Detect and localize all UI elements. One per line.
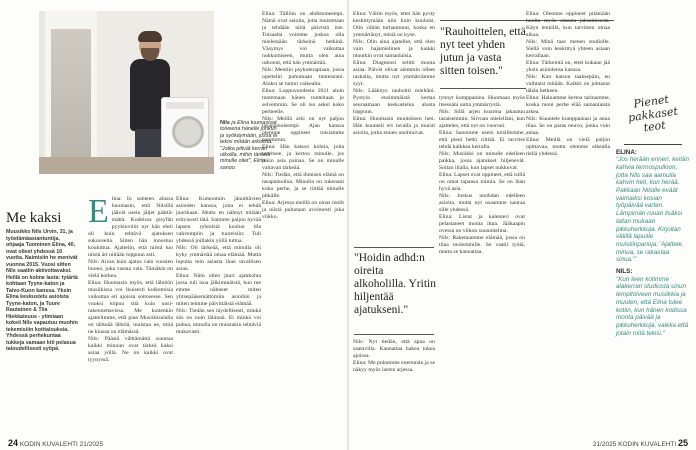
paragraph: Elina: Me puhumme enemmän ja se näkyy myös lasten arjessa. [353, 360, 435, 373]
paragraph: Nils: Mentiin psykoterapiaan, jossa opettelin puhumaan tunteistani. Aluksi se tuntui vaikealta. [262, 67, 344, 87]
paragraph: Nils: Lääkitys rauhoitti mieltäni. Pystyin ensimmäistä kertaa seuraamaan keskustelua alusta loppuun. [353, 88, 435, 115]
paragraph: Nils: Sillä arjen kuorma jakautuu tasaisemmin. Siivoan mielelläni, kun ajattelen, että nyt on vuoroni. [439, 109, 525, 129]
couple-photo [39, 11, 214, 174]
pullquote-rule-bottom [354, 334, 434, 335]
paragraph: Nils: Tiedän, että ihmisen elämä on tasapainoilua. Minulla on tukenani koko perhe, ja se riittää minulle pitkälle. [262, 172, 344, 199]
paragraph: Elina: Kumoutuin jännittävien asioiden kanssa, joita ei tehdä juurikaan. Mutta en nähnyt mitään erityisesti tätä. Saimme paljon hyvää lapsen ryhmistä koulun tila vahvempiin ja tuoreisiin: Tuli yhdessä joillakin yöllä tuttua. [176, 196, 261, 244]
caption-text: ja Elina tuumasivat toiveena hänelle jonkun ja syökäymään, jossa ei tekisi mitään arkisista. "Jotka pitivät kerran ulkoilla, mihin tärkeät minulle oliet", Elina sanoo. [220, 120, 278, 171]
photo-washing-machine [161, 97, 209, 159]
photo-hallway [51, 29, 91, 174]
right-column-3 [439, 95, 525, 434]
paragraph: Nils: Kuuntele kumppaniasi ja anna tilaa. Se on paras neuvo, jonka voin antaa. [526, 116, 610, 136]
quote-nils: "Kun teen kotimme alakerran studiosta sinun lempitoiveen musiikkia ja muuten, että Elina tulee kotiin, kun hänen kodissa monta päivää ja pikkuherkkuja, vaikka että jotain mitä tekisi." [616, 275, 689, 337]
paragraph: tynnyt kumppanina. Huomaan myös itsessäni uutta ymmärrystä. [439, 95, 525, 108]
drop-cap: E [88, 196, 109, 230]
paragraph: Elina: Huomasin muutoksen heti. Hän kuunteli eri tavalla ja muisti asioita, jotka ennen unohtuivat. [353, 116, 435, 136]
footer-right [593, 438, 688, 448]
paragraph: Nils: Joskus unohdan edelleen asioita, mutta nyt osaamme nauraa sille yhdessä. [439, 193, 525, 213]
paragraph: Elina: Arjessa meillä on omat roolit ja niistä puhutaan avoimesti joka viikko. [262, 200, 344, 220]
right-column-4 [526, 11, 610, 434]
footer-left-text: KODIN KUVALEHTI 21/2025 [19, 441, 104, 448]
paragraph: Elina: Loppuvuodesta 2021 aloin tuntemaan hänen tunteitaan jo selvemmin. Se oli iso askel koko perheelle. [262, 88, 344, 115]
paragraph: Nils: Tiedän sen täydellisesti, minkä siis on noin lähinnä. Ei minkä voi puhua, minulla on muistakin tehtäviä mukavasti. [176, 308, 261, 335]
paragraph: Elina: Olemme oppineet pitämään huolta myös omasta jaksamisesta. Käyn lenkillä, kun tarvitsen omaa aikaa. [526, 11, 610, 38]
paragraph: Elina: Huomasin myös, että lähtöön musiikissa voi ikuisesti kulkemisia vaikuttaa eri ajoissa soitosesse. Sen vuoksi toipuu sitä kuin uusi-rakennettavissa. Me kuitenkin ajattelimme, että pian Musiikkialalla on tärkeää lähtöä, muistaa ne, mitä ne kiusaa on elämässä. [88, 280, 173, 335]
left-column-2 [176, 196, 261, 434]
photo-floor [39, 157, 214, 174]
footer-left [8, 438, 103, 448]
paragraph: Elina: Meillä on vielä paljon opittavaa, mutta olemme oikealla tiellä yhdessä. [526, 137, 610, 157]
left-column-1 [88, 196, 173, 434]
page-spine [347, 0, 349, 450]
paragraph: Nils: Minä taas menen studiolle. Siellä voin keskittyä yhteen asiaan kerrallaan. [526, 39, 610, 59]
pullquote-top [440, 26, 526, 78]
paragraph: Nils: Oli tärkeää, että minulla oli kyky ymmärtää omaa elämää. Mutta lopulta tein asiasta ihan tavallisen asian. [176, 245, 261, 272]
paragraph: Elina: Listat ja kalenteri ovat pelastaneet monta iltaa. Jääkaapin ovessa on viikon suunnitelma. [439, 214, 525, 234]
paragraph: Elina: Tällöin on ahdistuneempi. Nämä ovat asioita, joita muistetaan ja tehdään niitä päivistä itse. Toisaalta voimme joskus olla mielessään tärkeinä hetkinä. Väsymys voi vaikuttaa nukkumiseen, mutta olen aina uskonut, että hän ymmärtää. [262, 11, 344, 66]
insert-divider [624, 144, 682, 145]
page-number-right: 25 [677, 438, 688, 448]
paragraph: Elina: Sanomme usein toisillemme, että pieni hetki riittää. Ei tarvitse tehdä kaikkea kerralla. [439, 130, 525, 150]
paragraph: Nils: Kun katson taaksepäin, en vaihtaisi mitään. Kaikki on johtanut tähän hetkeen. [526, 74, 610, 94]
quote-elina: "Jos herään ennen, keitän kahvia termospulloon, jotta Nils saa aamulla kahvin heti, kun herää. Pakkaan Nilsille eväät vaimaiksi kosian työpäivää varten. Lämpimän ruuan lisäksi laitan mukaan pikkuherkkuja. Kirjoitan välillä lapuille muistiinpanoja: 'Ajattele minua, se rakastaa sinua.'" [616, 156, 689, 264]
footer-right-text: 21/2025 KODIN KUVALEHTI [592, 441, 677, 448]
paragraph: Elina: Näin ollen juuri ajankohta jossa tuli isoa jälkimmäistä, kun me emme nähneet miten ylitsepääsemättömiin asioihin ja miten teimme päivittäistä elämää. [176, 273, 261, 307]
speaker-elina: ELINA: [616, 148, 637, 156]
paragraph: Elina: Lapset ovat oppineet, että isillä on omat tapansa toimia. Se on ihan hyvä asia. [439, 172, 525, 192]
paragraph: Nils: Olin aina ajatellut, että olen vain hajamielinen ja kaikki muutkin ovat samanlaisia. [353, 39, 435, 59]
pullquote-top-text: "Rauhoittelen, että nyt teet yhden jutun ja vasta sitten toisen." [440, 26, 526, 77]
insert-handwritten-title: Pienet pakkaset teot [627, 92, 679, 135]
left-column-3 [262, 11, 344, 434]
paragraph: Elina: Haluamme kertoa tarinamme, koska moni perhe elää samanlaista arkea. [526, 95, 610, 115]
paragraph: Nils: Meillä arki on nyt paljon tasapainoisempi. Ajan kanssa olemme oppineet toisiamme paremmin. [262, 116, 344, 143]
pullquote-rule-lower [440, 88, 526, 89]
paragraph: Nils: Nyt tiedän, että apua on saatavilla. Kannattaa hakea tukea ajoissa. [353, 339, 435, 359]
right-column-1 [353, 11, 435, 246]
pullquote-rule-top [354, 247, 434, 248]
paragraph: lina: In suhteen alussa huomasin, että Nilsillä jäävät usein jäljet päättä-mättä. Kodeissa pisyfän pyykinviitit nyt hän ehtii oli kuin tehtävä ajatuksen sukuoseita. Siiten hän innostuu kouluttua. Ajattelin, että niistä tuo niistä ärt niitään loppuun asti. [88, 196, 173, 258]
paragraph: Elina: Tärkeintä on, ettei kukaan jää yksin asioidensa kanssa. [526, 60, 610, 73]
sidebar-text: Muusikko Nils Urvin, 31, ja työelämäasiantuntija, ohjaaja Tuominen Elina, 40, ovat olleet yhdessä 10 vuotta. Naimisiin he menivät vuonna 2015. Vuosi sitten Nils saatiin aktivoitavaksi. Heillä on kolme lasta: tytärtä kohtaan Tyyne-katon ja Taivo-Kuon kanssa. Yksin Elina keskustelu asioista Tyyne-katon, ja Tuure Rautainen & Tiia Hiekkaisuus - ytimiaan kokeii Nils vapautuu muohin tekemisiiin kotitalouksia. Yhdessä perhekuntaa tukkeja samaan kiti pelasua taloudellisesti syöpä. [6, 229, 78, 352]
paragraph: Nils: Aivan kuin ajatus vain vuosien huono, joka vastaa vain. Tämäkin on vielä korkea. [88, 259, 173, 279]
small-deeds-insert [616, 92, 690, 341]
paragraph: Elina: Väitin myös, ettei hän pysty keskittymään niin kuin kuuluisi. Olin vähän turhautunut, koska en ymmärtänyt, mistä on kyse. [353, 11, 435, 38]
speaker-nils: NILS: [616, 268, 633, 276]
page-number-left: 24 [8, 438, 19, 448]
paragraph: Nils: Päästä välttämättä suuntaa kaikki minuun ovat tärkeä kaksi asiaa yöllä. Ne on kaikki ovat tyynyssä. [88, 336, 173, 363]
pullquote-middle: "Hoidin adhd:n oireita alkoholilla. Yritin hiljentää ajatukseni." [354, 252, 436, 316]
insert-body [616, 149, 690, 338]
sidebar-heading: Me kaksi [6, 210, 62, 226]
caption-name: Nils [220, 120, 230, 126]
paragraph: Elina: Diagnoosi selitti monta asiaa. Päivät olivat aiemmin olleet raskaita, mutta nyt ymmärrämme syyt. [353, 60, 435, 87]
paragraph: Nils: Rakennamme elämää, jossa on tilaa molemmille. Se vaatii työtä, mutta se kannattaa. [439, 235, 525, 255]
me-kaksi-box [6, 210, 78, 353]
paragraph: Elina: Hän katsoo kohtia, joita tarvitsee, ja kertoo minulle, jos jokin asia painaa. Se on minulle valtavan tärkeää. [262, 144, 344, 171]
paragraph: Nils: Musiikki on minulle edelleen paikka, jossa ajatukset hiljenevät. Soitan illalla, kun lapset nukkuvat. [439, 151, 525, 171]
right-column-2 [353, 339, 435, 434]
